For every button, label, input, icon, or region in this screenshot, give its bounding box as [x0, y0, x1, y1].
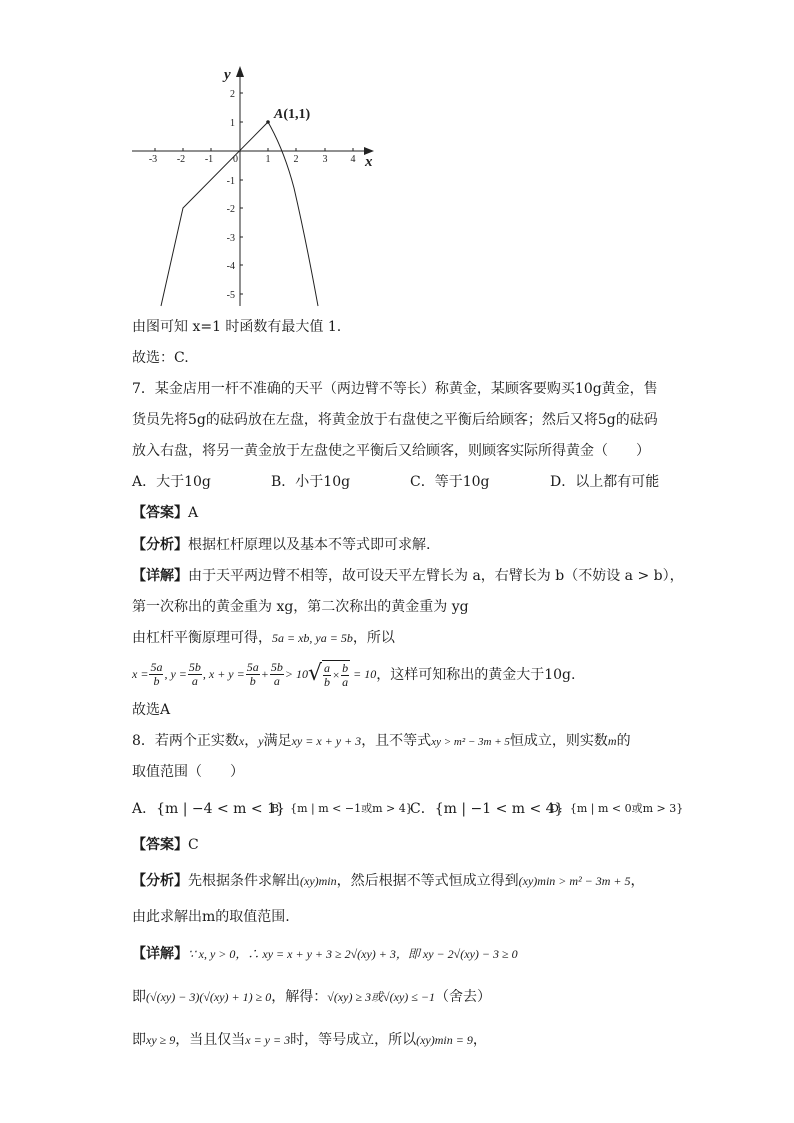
q8-analysis-row: 【分析】先根据条件求解出(xy)min，然后根据不等式恒成立得到(xy)min > m² − 3m + 5，: [132, 873, 645, 889]
q6-conclusion: 由图可知 x=1 时函数有最大值 1.: [132, 319, 342, 335]
x-tick-label: 4: [350, 154, 356, 165]
q8-stem-line2: 取值范围（ ）: [132, 764, 244, 780]
q7-detail-row1: [132, 566, 684, 586]
y-tick-label: -3: [226, 233, 235, 244]
q8-detail-row1: 【详解】∵ x, y > 0，∴ xy = x + y + 3 ≥ 2√(xy) + 3，即 xy − 2√(xy) − 3 ≥ 0: [132, 946, 518, 962]
analysis-tag: 【分析】: [132, 537, 188, 553]
x-tick-label: 1: [265, 154, 271, 165]
y-tick-label: -5: [226, 290, 235, 301]
q7-answer: A: [188, 505, 199, 521]
origin-label: 0: [233, 154, 238, 165]
q7-option-b: B．小于10g: [271, 474, 351, 490]
q8-option-d: D．{m | m < 0或m > 3}: [550, 802, 684, 815]
q8-option-a: A．{m | −4 < m < 1}: [132, 801, 285, 817]
x-tick-label: -1: [204, 154, 214, 165]
q8-detail-row3: 即xy ≥ 9，当且仅当x = y = 3时，等号成立，所以(xy)min = 9，: [132, 1032, 487, 1048]
y-tick-label: -1: [226, 176, 235, 187]
x-tick-label: 3: [322, 154, 328, 165]
q7-stem-line2: 货员先将5g的砝码放在左盘，将黄金放于右盘使之平衡后给顾客；然后又将5g的砝码: [132, 412, 658, 428]
q7-detail-line1: 由于天平两边臂不相等，故可设天平左臂长为 a，右臂长为 b（不妨设 a > b），: [188, 568, 684, 584]
y-tick-label: 1: [230, 118, 235, 129]
point-a-dot: [266, 120, 270, 124]
q7-final-answer: 故选A: [132, 702, 171, 718]
q7-lever-equation: 5a = xb, ya = 5b: [272, 631, 353, 645]
q7-formula: x = $\frac{5a}{b}$ , y = $\frac{5b}{a}$ , x + y = $\frac{5a}{b}$ + $\frac{5b}{a}$ > 10 √ $\frac{a}{b}$ × $\frac{b}{a}$ = 10 ，这样可知称出的黄金大于10g.: [132, 659, 576, 689]
q8-answer: C: [188, 837, 199, 853]
y-tick-label: 2: [230, 89, 235, 100]
function-graph: [128, 62, 388, 312]
y-axis-label: y: [224, 67, 231, 83]
q8-answer-row: [132, 835, 199, 855]
q7-detail-line2: 第一次称出的黄金重为 xg，第二次称出的黄金重为 yg: [132, 599, 469, 615]
answer-tag: 【答案】: [132, 837, 188, 853]
q8-option-c: C．{m | −1 < m < 4}: [410, 801, 564, 817]
q7-stem-line3: 放入右盘，将另一黄金放于左盘使之平衡后又给顾客，则顾客实际所得黄金（ ）: [132, 443, 650, 459]
x-tick-label: -2: [176, 154, 186, 165]
q7-stem-line1: 7．某金店用一杆不准确的天平（两边臂不等长）称黄金，某顾客要购买10g黄金，售: [132, 381, 658, 397]
q7-detail-line3-text: 由杠杆平衡原理可得，: [132, 630, 272, 646]
q8-stem-line1: 8．若两个正实数x，y满足xy = x + y + 3，且不等式xy > m² − 3m + 5恒成立，则实数m的: [132, 733, 631, 749]
q7-option-a: A．大于10g: [132, 474, 211, 490]
analysis-tag: 【分析】: [132, 873, 188, 889]
x-tick-label: -3: [148, 154, 158, 165]
y-axis-arrow: [236, 66, 244, 77]
q8-detail-row2: 即(√(xy) − 3)(√(xy) + 1) ≥ 0，解得：√(xy) ≥ 3或√(xy) ≤ −1（舍去）: [132, 989, 491, 1005]
q7-option-c: C．等于10g: [410, 474, 490, 490]
q7-detail-line3-end: ，所以: [352, 630, 395, 646]
y-tick-label: -2: [226, 204, 235, 215]
y-tick-label: -4: [226, 261, 235, 272]
q6-answer: 故选：C.: [132, 350, 189, 366]
q7-option-d: D．以上都有可能: [550, 474, 660, 490]
point-a-label: A(1,1): [274, 107, 311, 122]
q7-analysis-row: [132, 535, 430, 555]
q8-option-b: B．{m | m < −1或m > 4}: [271, 802, 413, 815]
q7-detail-row3: [132, 628, 395, 648]
q7-analysis: 根据杠杆原理以及基本不等式即可求解.: [188, 537, 431, 553]
q7-answer-row: [132, 503, 198, 523]
detail-tag: 【详解】: [132, 946, 188, 962]
answer-tag: 【答案】: [132, 505, 188, 521]
x-tick-label: 2: [293, 154, 299, 165]
detail-tag: 【详解】: [132, 568, 188, 584]
x-axis-label: x: [365, 154, 373, 170]
q7-formula-tail: ，这样可知称出的黄金大于10g.: [376, 667, 576, 683]
q8-analysis-line2: 由此求解出m的取值范围.: [132, 909, 290, 925]
